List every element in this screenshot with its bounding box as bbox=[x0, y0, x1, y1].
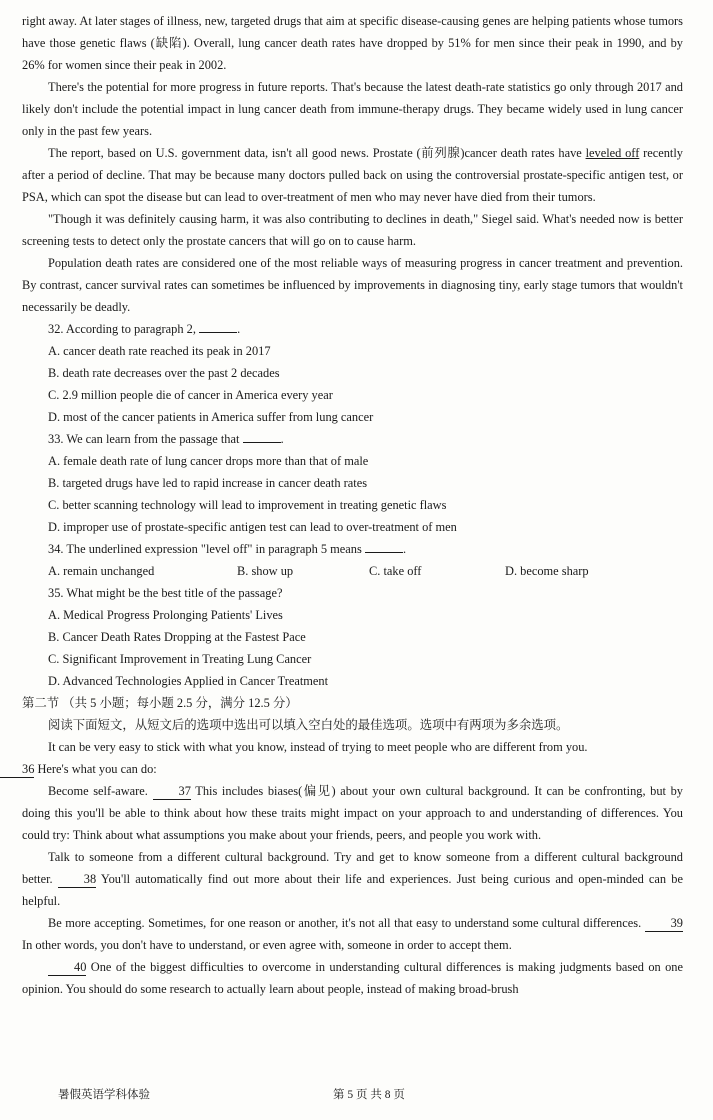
question-35: 35. What might be the best title of the passage? bbox=[48, 586, 283, 600]
underlined-expression: leveled off bbox=[585, 146, 640, 160]
section-heading: 第二节 （共 5 小题；每小题 2.5 分，满分 12.5 分） bbox=[22, 696, 298, 710]
blank-39: 39 bbox=[645, 915, 683, 932]
q35-option-a: A. Medical Progress Prolonging Patients' Lives bbox=[48, 608, 283, 622]
cloze-paragraph-2: Become self-aware. 37 This includes biases(偏见) about your own cultural background. It can be confronting, but by doing this you'll be able to think about how these traits might impact on your approach to and understanding of differences. You could try: Think about what assumptions you make about your friends, peers, and people you work with. bbox=[22, 784, 683, 842]
question-33: 33. We can learn from the passage that . bbox=[48, 428, 683, 450]
q32-option-a: A. cancer death rate reached its peak in 2017 bbox=[48, 344, 271, 358]
q34-option-d: D. become sharp bbox=[505, 564, 589, 578]
q33-option-b: B. targeted drugs have led to rapid increase in cancer death rates bbox=[48, 476, 368, 490]
footer-page-number: 第 5 页 共 8 页 bbox=[333, 1089, 405, 1101]
question-34: 34. The underlined expression "level off" in paragraph 5 means . bbox=[48, 538, 683, 560]
passage-paragraph-3 bbox=[22, 142, 683, 208]
q35-option-c: C. Significant Improvement in Treating Lung Cancer bbox=[48, 652, 312, 666]
paragraph-3-end: recently after a period of decline. That may be because many doctors pulled back on using the controversial prostate-specific antigen test, or PSA, which can spot the disease but can lead to over-treatment of men who may never have died from their tumors. bbox=[22, 146, 683, 204]
passage-paragraph-4: "Though it was definitely causing harm, it was also contributing to declines in death," Siegel said. What's needed now is better screening tests to detect only the prostate cancers that will go on to cause harm. bbox=[22, 212, 683, 248]
q33-option-d: D. improper use of prostate-specific antigen test can lead to over-treatment of men bbox=[48, 520, 457, 534]
passage-paragraph-5: Population death rates are considered one of the most reliable ways of measuring progress in cancer treatment and prevention. By contrast, cancer survival rates can sometimes be influenced by improvements in diagnosing tiny, early stage tumors that wouldn't necessarily be deadly. bbox=[22, 256, 683, 314]
paragraph-3-start: The report, based on U.S. government data, isn't all good news. Prostate (前列腺)cancer death rates have bbox=[48, 146, 586, 160]
q34-option-c: C. take off bbox=[369, 564, 422, 578]
blank-37: 37 bbox=[153, 783, 191, 800]
cloze-paragraph-4: Be more accepting. Sometimes, for one reason or another, it's not all that easy to understand some cultural differences. 39 In other words, you don't have to understand, or even agree with, someone in order to accept them. bbox=[22, 916, 683, 952]
passage-paragraph-1: right away. At later stages of illness, new, targeted drugs that aim at specific disease-causing genes are helping patients whose tumors have those genetic flaws (缺陷). Overall, lung cancer death rates have dropped by 51% for men since their peak in 1990, and by 26% for women since their peak in 2002. bbox=[22, 14, 683, 72]
question-32: 32. According to paragraph 2, . bbox=[48, 318, 683, 340]
q32-option-b: B. death rate decreases over the past 2 decades bbox=[48, 366, 280, 380]
q32-option-c: C. 2.9 million people die of cancer in America every year bbox=[48, 388, 333, 402]
q35-option-d: D. Advanced Technologies Applied in Cancer Treatment bbox=[48, 674, 329, 688]
blank-38: 38 bbox=[58, 871, 96, 888]
q33-option-c: C. better scanning technology will lead to improvement in treating genetic flaws bbox=[48, 498, 447, 512]
blank-40: 40 bbox=[48, 959, 86, 976]
answer-blank bbox=[243, 428, 281, 443]
answer-blank bbox=[199, 318, 237, 333]
q32-option-d: D. most of the cancer patients in America suffer from lung cancer bbox=[48, 410, 374, 424]
answer-blank bbox=[365, 538, 403, 553]
passage-paragraph-2: There's the potential for more progress in future reports. That's because the latest death-rate statistics go only through 2017 and likely don't include the potential impact in lung cancer death from immune-therapy drugs. They became widely used in lung cancer only in the past few years. bbox=[22, 80, 683, 138]
q34-option-a: A. remain unchanged bbox=[48, 564, 155, 578]
q34-options bbox=[48, 560, 683, 582]
q34-option-b: B. show up bbox=[237, 564, 294, 578]
footer-subject: 暑假英语学科体验 bbox=[58, 1089, 150, 1101]
q35-option-b: B. Cancer Death Rates Dropping at the Fastest Pace bbox=[48, 630, 306, 644]
q33-option-a: A. female death rate of lung cancer drops more than that of male bbox=[48, 454, 369, 468]
cloze-paragraph-5: 40 One of the biggest difficulties to overcome in understanding cultural differences is making judgments based on one opinion. You should do some research to actually learn about people, instead of making broad-brush bbox=[22, 960, 683, 996]
blank-36: 36 bbox=[0, 761, 34, 778]
cloze-paragraph-1: It can be very easy to stick with what you know, instead of trying to meet people who are different from you. 36 Here's what you can do: bbox=[22, 736, 683, 780]
page-footer bbox=[58, 1086, 683, 1102]
section-instruction: 阅读下面短文，从短文后的选项中选出可以填入空白处的最佳选项。选项中有两项为多余选项。 bbox=[48, 718, 569, 732]
cloze-paragraph-3: Talk to someone from a different cultural background. Try and get to know someone from a different cultural background better. 38 You'll automatically find out more about their life and experiences. Just being curious and open-minded can be helpful. bbox=[22, 850, 683, 908]
